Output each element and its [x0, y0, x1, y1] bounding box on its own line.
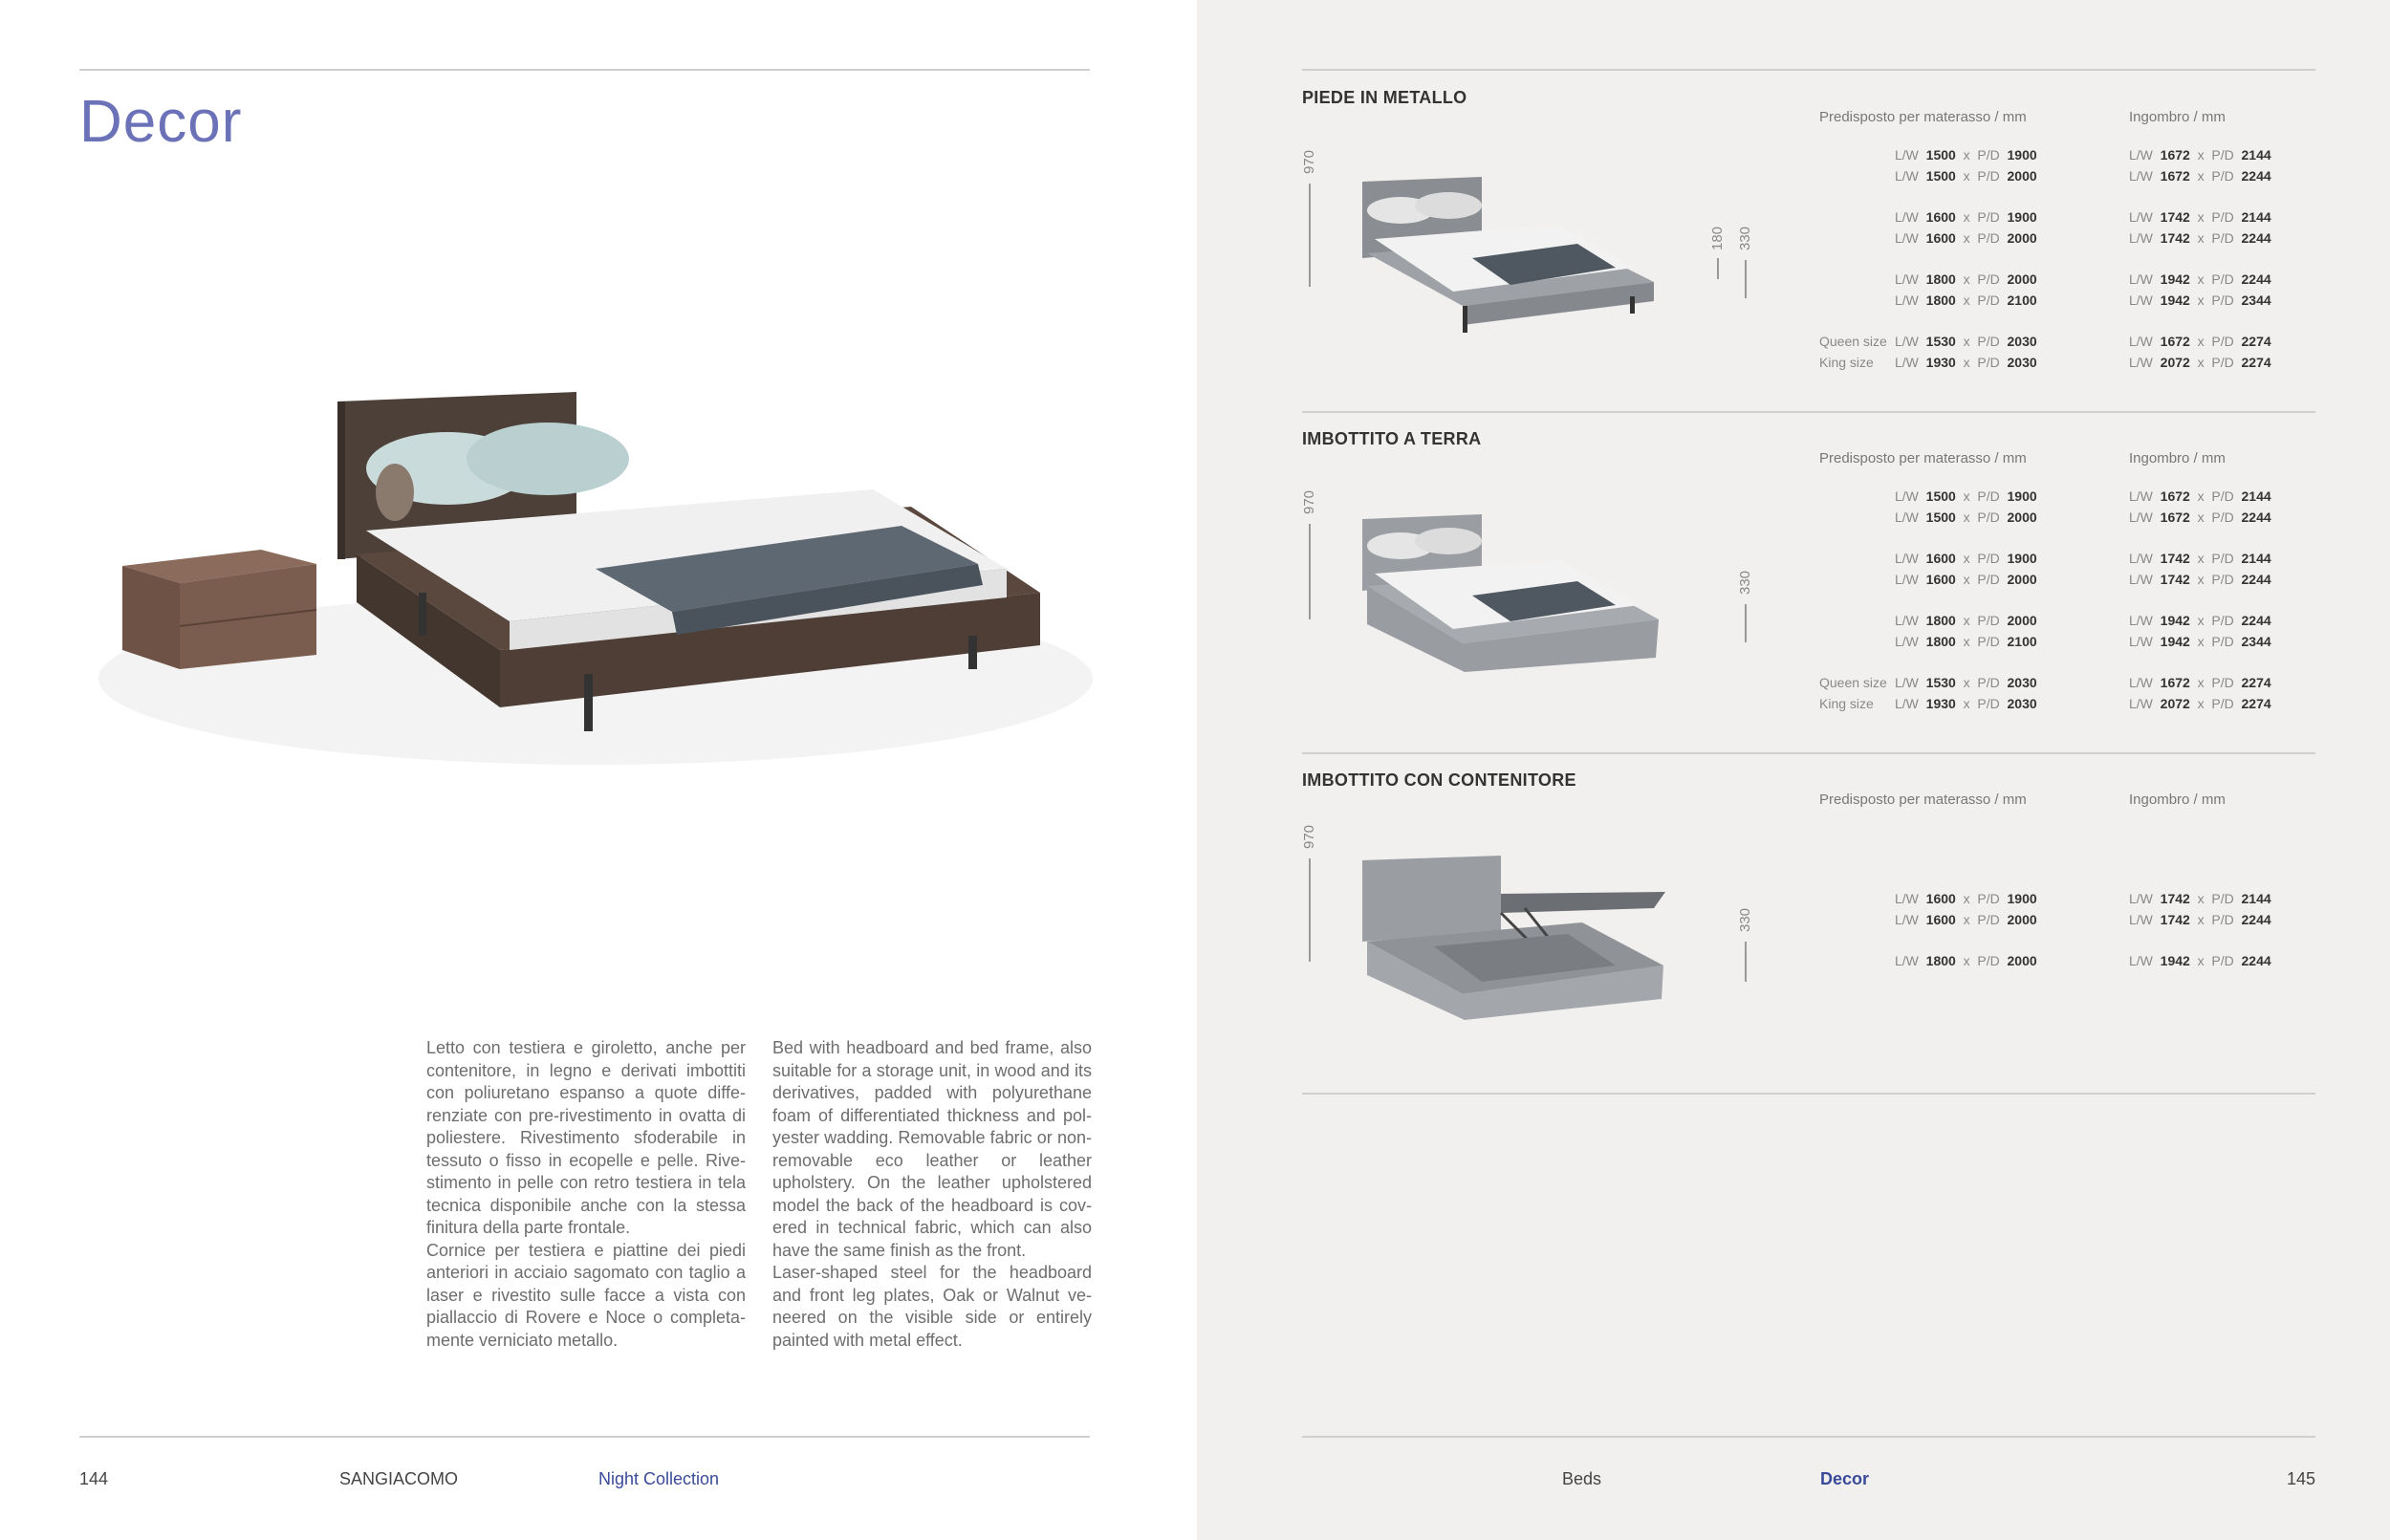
mattress-size-row: L/W 1930 x P/D 2030: [1895, 354, 2037, 370]
overall-size-row: L/W 1672 x P/D 2274: [2129, 334, 2271, 349]
size-label: King size: [1819, 354, 1874, 370]
page-number: 144: [79, 1469, 109, 1488]
overall-size-row: L/W 1942 x P/D 2344: [2129, 292, 2271, 308]
nightstand-image: [122, 550, 316, 669]
bottom-rule-right: [1302, 1436, 2315, 1438]
overall-size-row: L/W 1672 x P/D 2144: [2129, 488, 2271, 504]
mattress-size-row: L/W 1600 x P/D 1900: [1895, 209, 2037, 225]
overall-size-row: L/W 1942 x P/D 2244: [2129, 271, 2271, 287]
overall-size-row: L/W 1942 x P/D 2344: [2129, 633, 2271, 649]
mattress-size-row: L/W 1500 x P/D 1900: [1895, 488, 2037, 504]
mattress-size-row: L/W 1500 x P/D 1900: [1895, 147, 2037, 163]
size-label: King size: [1819, 695, 1874, 711]
product-name: Decor: [1820, 1469, 1870, 1488]
overall-size-row: L/W 2072 x P/D 2274: [2129, 354, 2271, 370]
size-label: Queen size: [1819, 334, 1887, 349]
frame-height-dimension: 330: [1737, 570, 1753, 595]
dimension-line: [1309, 524, 1311, 619]
overall-size-row: L/W 2072 x P/D 2274: [2129, 695, 2271, 711]
dimension-line: [1309, 858, 1311, 962]
column-overall: Ingombro / mm: [2129, 792, 2226, 808]
mattress-size-row: L/W 1600 x P/D 2000: [1895, 571, 2037, 587]
mattress-size-row: L/W 1800 x P/D 2000: [1895, 271, 2037, 287]
section-title: IMBOTTITO CON CONTENITORE: [1302, 770, 1576, 790]
column-mattress: Predisposto per materasso / mm: [1819, 792, 2027, 808]
top-rule: [79, 69, 1090, 71]
section-divider: [1302, 1093, 2315, 1095]
mattress-size-row: L/W 1600 x P/D 1900: [1895, 891, 2037, 906]
section-divider: [1302, 411, 2315, 413]
size-label: Queen size: [1819, 675, 1887, 690]
section-title: PIEDE IN METALLO: [1302, 88, 1467, 107]
height-dimension: 970: [1301, 489, 1317, 514]
mattress-size-row: L/W 1600 x P/D 2000: [1895, 229, 2037, 246]
mattress-size-row: L/W 1800 x P/D 2000: [1895, 613, 2037, 628]
category-name: Beds: [1562, 1469, 1602, 1488]
mattress-size-row: L/W 1800 x P/D 2100: [1895, 633, 2037, 649]
collection-name: Night Collection: [598, 1469, 720, 1488]
brand-name: SANGIACOMO: [339, 1469, 459, 1488]
section-title: IMBOTTITO A TERRA: [1302, 429, 1482, 448]
page-number-right: 145: [2287, 1469, 2316, 1488]
mattress-size-row: L/W 1530 x P/D 2030: [1895, 334, 2037, 349]
mattress-size-row: L/W 1930 x P/D 2030: [1895, 695, 2037, 711]
overall-size-row: L/W 1742 x P/D 2144: [2129, 209, 2271, 225]
mattress-size-row: L/W 1600 x P/D 1900: [1895, 551, 2037, 566]
bed-metal-legs-image: [1358, 172, 1663, 335]
dimension-line: [1717, 258, 1719, 279]
mattress-size-row: L/W 1800 x P/D 2100: [1895, 292, 2037, 308]
dimension-line: [1745, 260, 1747, 298]
overall-size-row: L/W 1672 x P/D 2244: [2129, 167, 2271, 184]
dimension-line: [1745, 942, 1747, 982]
mattress-size-row: L/W 1800 x P/D 2000: [1895, 953, 2037, 968]
top-rule-right: [1302, 69, 2315, 71]
mattress-size-row: L/W 1530 x P/D 2030: [1895, 675, 2037, 690]
description-italian: Letto con testiera e giroletto, anche per contenitore, in legno e derivati imbottiti con poliuretano espanso a quote diffe-renziate con pre-rivestimento in ovatta di poliestere. Rivestimento sfoderabile in tessuto o fisso in ecopelle e pelle. Rive-stimento in pelle con retro testiera in tela tecnica disponibile anche con la stessa finitura della parte frontale. Cornice per testiera e piattine dei piedi anteriori in acciaio sagomato con taglio a laser e rivestito sulle facce a vista con piallaccio di Rovere e Noce o completa-mente verniciato metallo.: [426, 1038, 746, 1350]
bed-upholstered-floor-image: [1358, 514, 1663, 677]
frame-height-dimension: 330: [1737, 907, 1753, 932]
section-divider: [1302, 752, 2315, 754]
overall-size-row: L/W 1672 x P/D 2274: [2129, 675, 2271, 690]
dimension-line: [1745, 604, 1747, 642]
overall-size-row: L/W 1742 x P/D 2244: [2129, 571, 2271, 587]
page-title: Decor: [79, 89, 243, 155]
column-mattress: Predisposto per materasso / mm: [1819, 109, 2027, 125]
overall-size-row: L/W 1742 x P/D 2144: [2129, 551, 2271, 566]
overall-size-row: L/W 1742 x P/D 2144: [2129, 891, 2271, 906]
overall-size-row: L/W 1742 x P/D 2244: [2129, 229, 2271, 246]
overall-size-row: L/W 1672 x P/D 2244: [2129, 509, 2271, 525]
description-english: Bed with headboard and bed frame, also suitable for a storage unit, in wood and its derivatives, padded with polyurethane foam of differentiated thickness and pol-yester wadding. Removable fabric or non-removable eco leather or leather upholstery. On the leather upholstered model the back of the headboard is cov-ered in technical fabric, which can also have the same finish as the front. Laser-shaped steel for the headboard and front leg plates, Oak or Walnut ve-neered on the visible side or entirely painted with metal effect.: [772, 1038, 1092, 1350]
bed-storage-image: [1358, 856, 1673, 1023]
column-mattress: Predisposto per materasso / mm: [1819, 450, 2027, 466]
height-dimension: 970: [1301, 824, 1317, 849]
overall-size-row: L/W 1942 x P/D 2244: [2129, 953, 2271, 968]
mattress-size-row: L/W 1600 x P/D 2000: [1895, 911, 2037, 927]
frame-height-dimension: 330: [1737, 226, 1753, 250]
bottom-rule: [79, 1436, 1090, 1438]
overall-size-row: L/W 1742 x P/D 2244: [2129, 911, 2271, 927]
leg-height-dimension: 180: [1709, 226, 1726, 250]
overall-size-row: L/W 1672 x P/D 2144: [2129, 147, 2271, 163]
column-overall: Ingombro / mm: [2129, 450, 2226, 466]
bed-hero-image: [79, 363, 1093, 784]
dimension-line: [1309, 184, 1311, 287]
overall-size-row: L/W 1942 x P/D 2244: [2129, 613, 2271, 628]
mattress-size-row: L/W 1500 x P/D 2000: [1895, 167, 2037, 184]
mattress-size-row: L/W 1500 x P/D 2000: [1895, 509, 2037, 525]
column-overall: Ingombro / mm: [2129, 109, 2226, 125]
height-dimension: 970: [1301, 149, 1317, 174]
